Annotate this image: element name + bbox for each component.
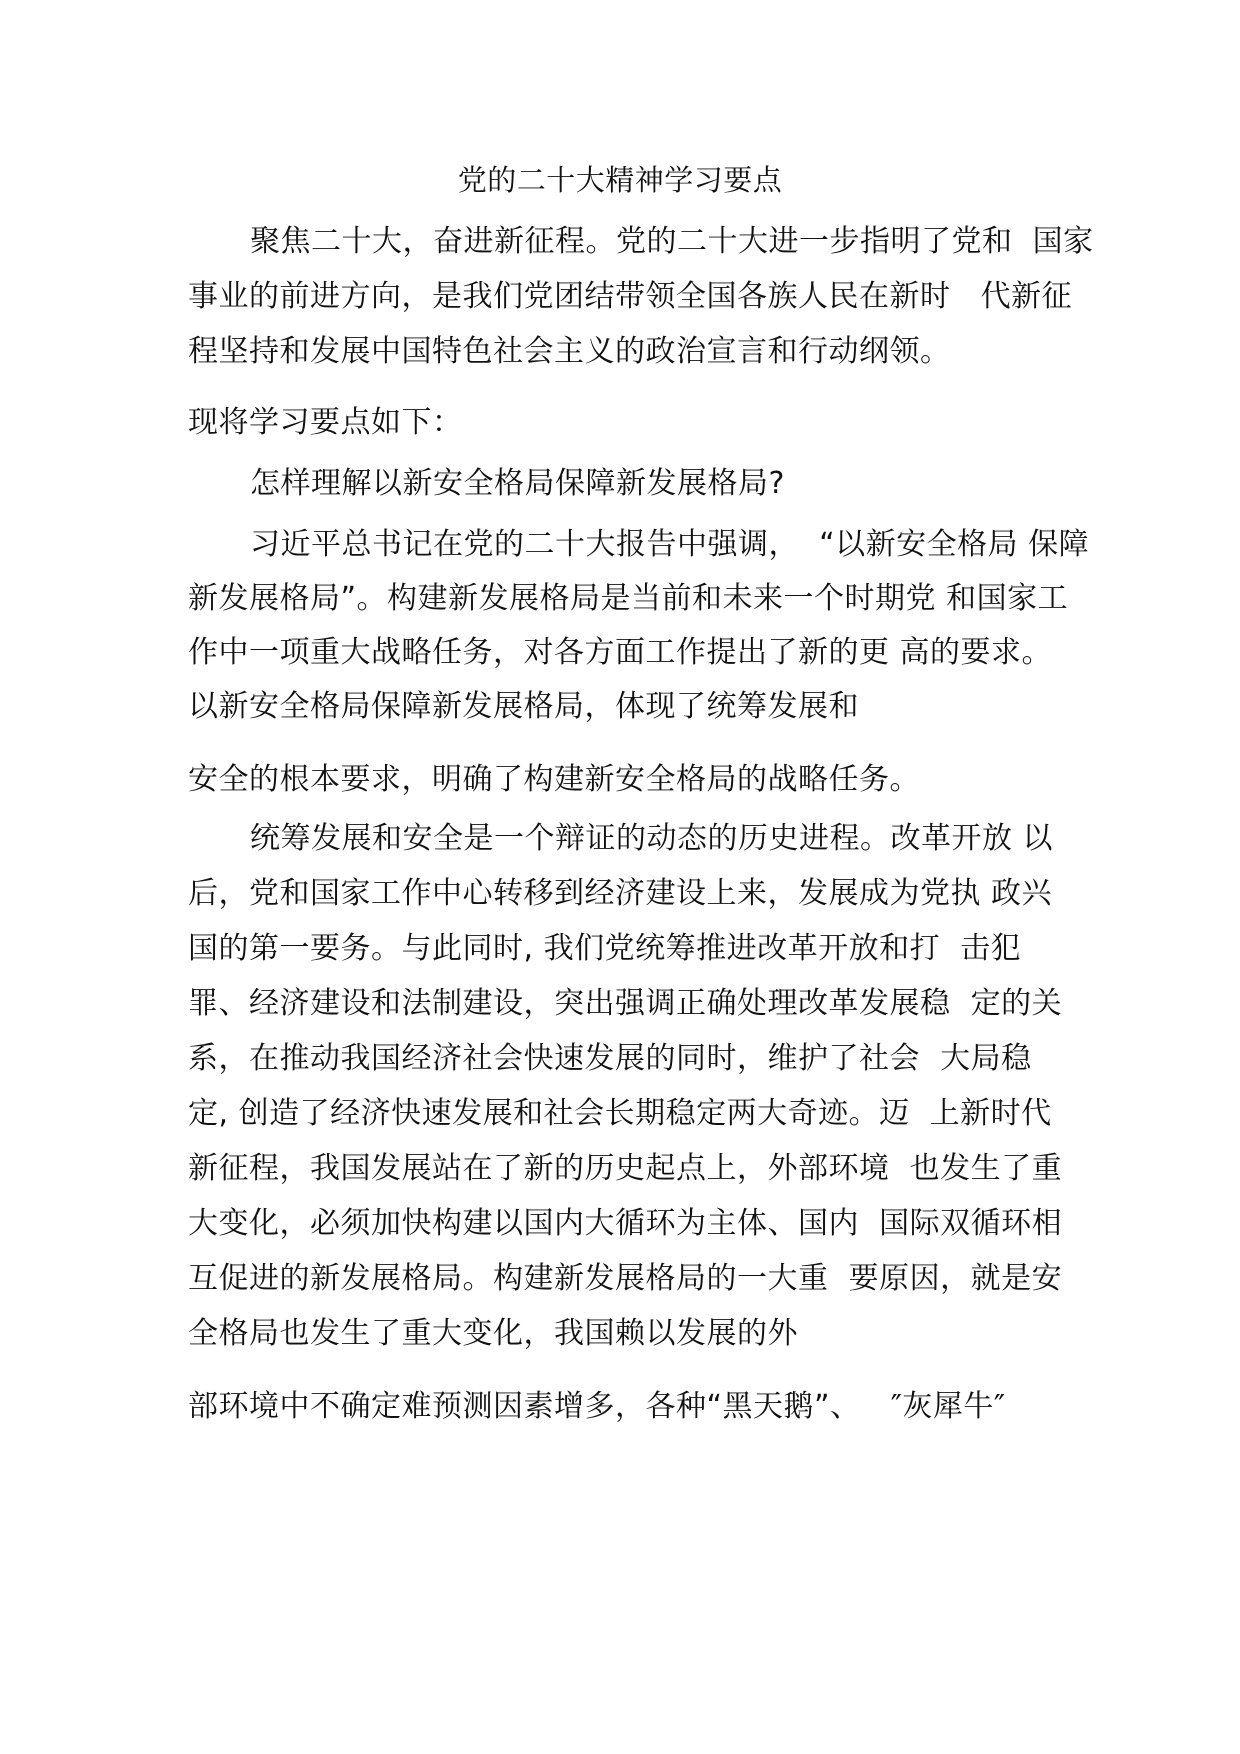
paragraph-line: 罪、经济建设和法制建设，突出强调正确处理改革发展稳 定的关 [188,986,1063,1021]
paragraph-line: 统筹发展和安全是一个辩证的动态的历史进程。改革开放 以 [250,821,1054,856]
paragraph-line: 新征程，我国发展站在了新的历史起点上，外部环境 也发生了重 [188,1151,1063,1186]
paragraph-line: 事业的前进方向，是我们党团结带领全国各族人民在新时 代新征 [188,279,1073,314]
document-title: 党的二十大精神学习要点 [457,163,783,197]
paragraph-line: 现将学习要点如下： [188,405,463,440]
paragraph-line: 部环境中不确定难预测因素增多，各种“黑天鹅”、 ″灰犀牛″ [188,1389,1006,1424]
paragraph-line: 全格局也发生了重大变化，我国赖以发展的外 [188,1316,798,1351]
paragraph-line: 聚焦二十大，奋进新征程。党的二十大进一步指明了党和 国家 [250,224,1094,259]
paragraph-line: 系，在推动我国经济社会快速发展的同时，维护了社会 大局稳 [188,1041,1032,1076]
paragraph-line: 后，党和国家工作中心转移到经济建设上来，发展成为党执 政兴 [188,876,1053,911]
paragraph-line: 国的第一要务。与此同时, 我们党统筹推进改革开放和打 击犯 [188,931,1022,966]
paragraph-line: 作中一项重大战略任务，对各方面工作提出了新的更 高的要求。 [188,635,1053,670]
section-question: 怎样理解以新安全格局保障新发展格局? [250,466,785,501]
paragraph-line: 程坚持和发展中国特色社会主义的政治宣言和行动纲领。 [188,334,951,369]
paragraph-line: 定, 创造了经济快速发展和社会长期稳定两大奇迹。迈 上新时代 [188,1096,1052,1131]
paragraph-line: 安全的根本要求，明确了构建新安全格局的战略任务。 [188,762,920,797]
paragraph-line: 互促进的新发展格局。构建新发展格局的一大重 要原因，就是安 [188,1261,1063,1296]
paragraph-line: 习近平总书记在党的二十大报告中强调， “以新安全格局 保障 [250,527,1090,562]
paragraph-line: 以新安全格局保障新发展格局，体现了统筹发展和 [188,689,859,724]
paragraph-line: 新发展格局”。构建新发展格局是当前和未来一个时期党 和国家工 [188,581,1069,616]
paragraph-line: 大变化，必须加快构建以国内大循环为主体、国内 国际双循环相 [188,1206,1063,1241]
